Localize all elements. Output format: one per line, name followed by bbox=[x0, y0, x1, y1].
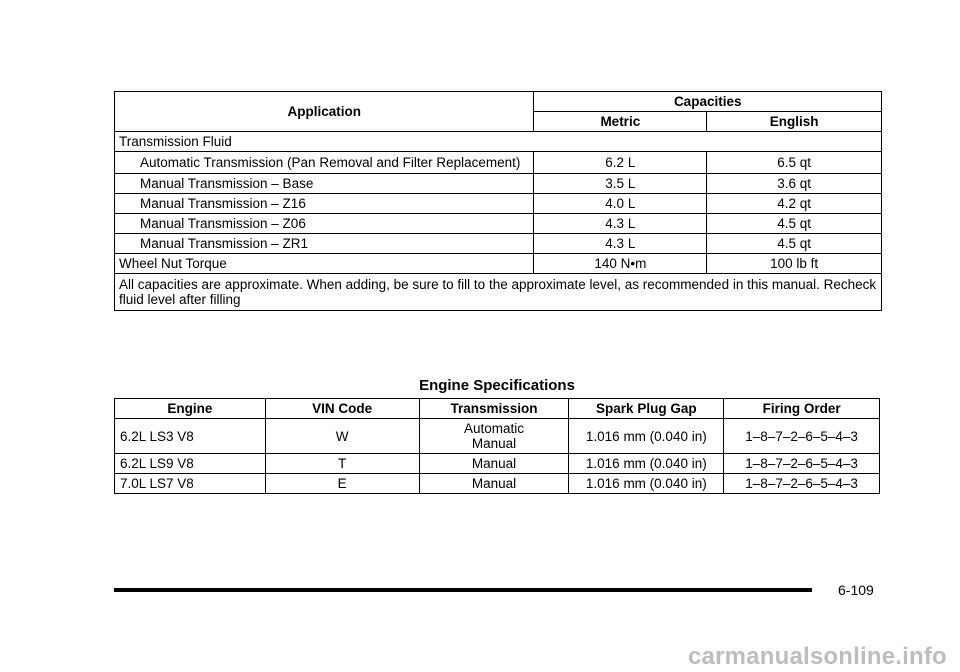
application-header: Application bbox=[115, 92, 534, 132]
metric-cell: 3.5 L bbox=[534, 174, 707, 194]
vin-cell: T bbox=[265, 454, 419, 474]
english-cell: 100 lb ft bbox=[707, 254, 882, 274]
order-cell: 1–8–7–2–6–5–4–3 bbox=[724, 474, 880, 494]
firing-order-header: Firing Order bbox=[724, 399, 880, 419]
english-cell: 3.6 qt bbox=[707, 174, 882, 194]
page-number: 6-109 bbox=[838, 582, 874, 598]
note-row bbox=[115, 274, 882, 311]
metric-cell: 4.0 L bbox=[534, 194, 707, 214]
transmission-cell: Manual bbox=[419, 454, 569, 474]
table-row bbox=[115, 174, 882, 194]
order-cell: 1–8–7–2–6–5–4–3 bbox=[724, 419, 880, 454]
transmission-line: Manual bbox=[471, 436, 517, 451]
gap-cell: 1.016 mm (0.040 in) bbox=[569, 419, 724, 454]
application-cell: Manual Transmission – ZR1 bbox=[115, 234, 534, 254]
table-row bbox=[115, 214, 882, 234]
metric-cell: 4.3 L bbox=[534, 234, 707, 254]
table-row bbox=[115, 254, 882, 274]
engine-header: Engine bbox=[115, 399, 266, 419]
vin-header: VIN Code bbox=[265, 399, 419, 419]
gap-cell: 1.016 mm (0.040 in) bbox=[569, 474, 724, 494]
application-cell: Automatic Transmission (Pan Removal and Filter Replacement) bbox=[115, 152, 534, 174]
english-header: English bbox=[707, 112, 882, 132]
spark-plug-gap-header: Spark Plug Gap bbox=[569, 399, 724, 419]
capacities-header: Capacities bbox=[534, 92, 882, 112]
application-cell: Manual Transmission – Z06 bbox=[115, 214, 534, 234]
transmission-header: Transmission bbox=[419, 399, 569, 419]
application-cell: Manual Transmission – Base bbox=[115, 174, 534, 194]
application-cell: Manual Transmission – Z16 bbox=[115, 194, 534, 214]
footer-rule bbox=[114, 588, 812, 592]
transmission-cell bbox=[419, 419, 569, 454]
application-cell: Wheel Nut Torque bbox=[115, 254, 534, 274]
vin-cell: E bbox=[265, 474, 419, 494]
order-cell: 1–8–7–2–6–5–4–3 bbox=[724, 454, 880, 474]
capacities-header-row bbox=[115, 92, 882, 112]
capacities-table bbox=[114, 91, 882, 311]
metric-cell: 140 N•m bbox=[534, 254, 707, 274]
english-cell: 4.2 qt bbox=[707, 194, 882, 214]
transmission-line: Automatic bbox=[463, 421, 525, 436]
watermark: carmanualsonline.info bbox=[688, 643, 947, 670]
section-label: Transmission Fluid bbox=[115, 132, 882, 152]
engine-cell: 7.0L LS7 V8 bbox=[115, 474, 266, 494]
table-row bbox=[115, 474, 880, 494]
engine-header-row bbox=[115, 399, 880, 419]
capacities-note: All capacities are approximate. When adding, be sure to fill to the approximate level, as recommended in this manual. Recheck fluid level after filling bbox=[115, 274, 882, 311]
table-row bbox=[115, 194, 882, 214]
metric-cell: 4.3 L bbox=[534, 214, 707, 234]
vin-cell: W bbox=[265, 419, 419, 454]
table-row bbox=[115, 419, 880, 454]
table-row bbox=[115, 234, 882, 254]
transmission-cell: Manual bbox=[419, 474, 569, 494]
english-cell: 6.5 qt bbox=[707, 152, 882, 174]
english-cell: 4.5 qt bbox=[707, 234, 882, 254]
engine-specs-table bbox=[114, 398, 880, 494]
table-row bbox=[115, 152, 882, 174]
metric-cell: 6.2 L bbox=[534, 152, 707, 174]
table-row bbox=[115, 454, 880, 474]
english-cell: 4.5 qt bbox=[707, 214, 882, 234]
metric-header: Metric bbox=[534, 112, 707, 132]
section-row bbox=[115, 132, 882, 152]
engine-cell: 6.2L LS9 V8 bbox=[115, 454, 266, 474]
gap-cell: 1.016 mm (0.040 in) bbox=[569, 454, 724, 474]
engine-cell: 6.2L LS3 V8 bbox=[115, 419, 266, 454]
engine-specs-title: Engine Specifications bbox=[419, 377, 575, 394]
